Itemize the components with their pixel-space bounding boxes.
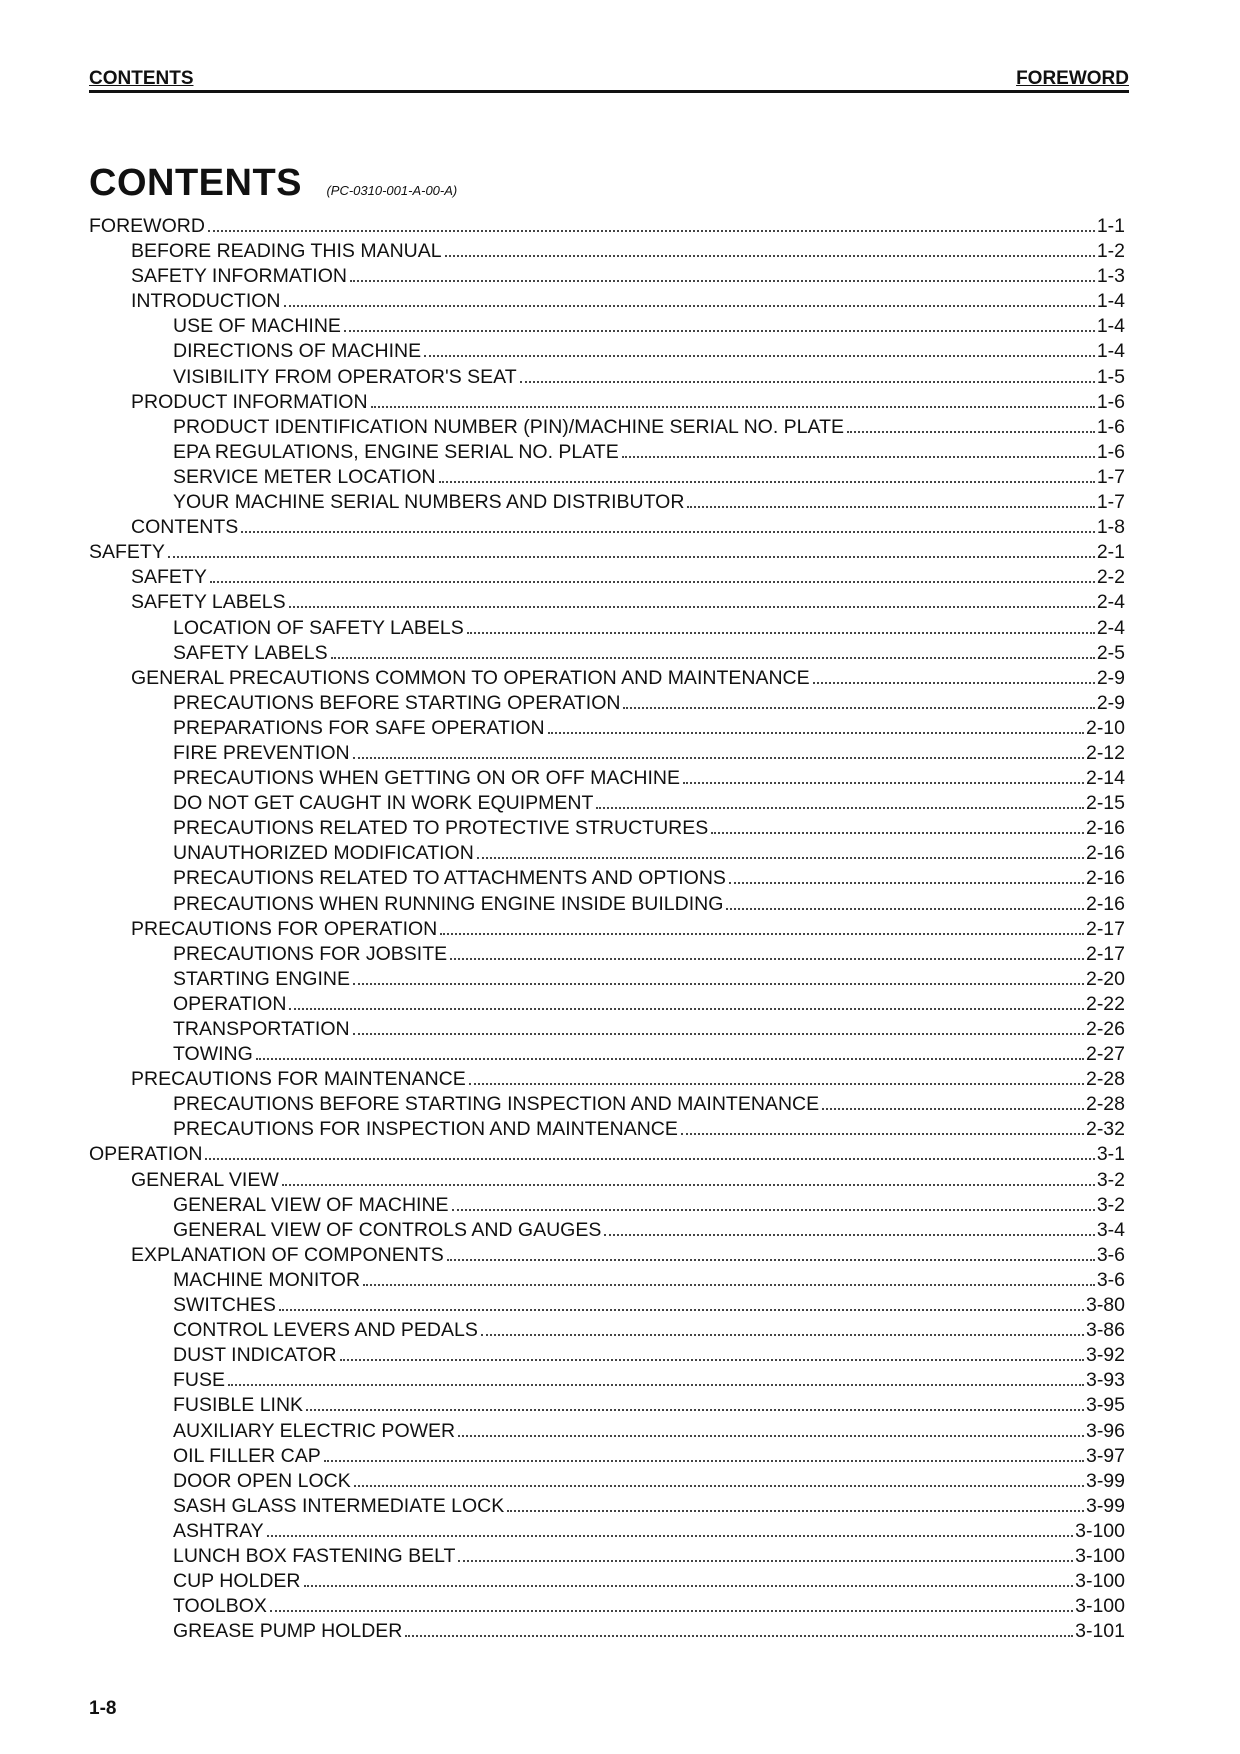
dot-leader [270,1598,1073,1612]
toc-entry-title: EXPLANATION OF COMPONENTS [131,1243,444,1266]
toc-entry-page: 3-4 [1096,1218,1125,1241]
toc-entry-page: 2-12 [1085,741,1125,764]
toc-entry-title: CONTROL LEVERS AND PEDALS [173,1319,478,1342]
toc-entry[interactable] [89,1218,1125,1243]
dot-leader [279,1297,1084,1311]
toc-entry[interactable] [89,1419,1125,1444]
toc-entry-title: GREASE PUMP HOLDER [173,1620,403,1643]
dot-leader [623,695,1094,709]
toc-entry-title: OIL FILLER CAP [173,1444,321,1467]
toc-entry-page: 2-32 [1085,1118,1125,1141]
toc-entry-title: SAFETY LABELS [131,591,286,614]
page-number: 1-8 [89,1698,117,1719]
toc-entry[interactable] [89,716,1125,741]
toc-entry-page: 3-2 [1096,1193,1125,1216]
toc-entry[interactable] [89,239,1125,264]
dot-leader [452,1197,1095,1211]
dot-leader [353,971,1084,985]
toc-entry[interactable] [89,1042,1125,1067]
toc-entry[interactable] [89,540,1125,565]
header-section-right: FOREWORD [1016,68,1129,89]
toc-entry-title: TRANSPORTATION [173,1018,350,1040]
page-heading [89,162,457,205]
toc-entry-title: LOCATION OF SAFETY LABELS [173,616,464,639]
toc-entry[interactable] [89,214,1125,239]
toc-entry-page: 2-27 [1085,1043,1125,1066]
dot-leader [168,544,1095,558]
toc-entry[interactable] [89,1017,1125,1042]
toc-entry-title: OPERATION [89,1143,203,1166]
dot-leader [450,946,1084,960]
toc-entry[interactable] [89,866,1125,891]
toc-entry-title: SAFETY [131,566,207,589]
toc-entry-title: FOREWORD [89,215,205,237]
dot-leader [467,620,1095,634]
toc-entry-page: 2-5 [1096,641,1125,664]
dot-leader [354,1473,1084,1487]
toc-entry-title: GENERAL VIEW [131,1168,279,1191]
dot-leader [445,243,1095,257]
toc-entry[interactable] [89,1619,1125,1644]
toc-entry-title: PRECAUTIONS FOR INSPECTION AND MAINTENANCE [173,1118,678,1141]
toc-entry[interactable] [89,1343,1125,1368]
toc-entry[interactable] [89,1594,1125,1619]
toc-entry-title: PRECAUTIONS BEFORE STARTING OPERATION [173,691,621,714]
page-title: CONTENTS [89,162,302,204]
dot-leader [306,1397,1084,1411]
dot-leader [363,1272,1095,1286]
toc-entry-page: 3-96 [1085,1419,1125,1442]
toc-entry-title: AUXILIARY ELECTRIC POWER [173,1419,456,1442]
dot-leader [822,1096,1084,1110]
toc-entry[interactable] [89,942,1125,967]
toc-entry-page: 2-16 [1085,867,1125,890]
table-of-contents [89,214,1125,1644]
toc-entry-title: TOWING [173,1043,253,1066]
toc-entry-page: 3-2 [1096,1168,1125,1191]
dot-leader [604,1222,1094,1236]
toc-entry[interactable] [89,666,1125,691]
toc-entry-title: MACHINE MONITOR [173,1268,361,1291]
toc-entry-page: 1-6 [1096,415,1125,438]
toc-entry-page: 1-4 [1096,290,1125,313]
dot-leader [596,795,1084,809]
toc-entry-title: SAFETY [89,541,165,564]
toc-entry-title: CUP HOLDER [173,1570,301,1593]
toc-entry-page: 2-9 [1096,691,1125,714]
toc-entry[interactable] [89,917,1125,942]
toc-entry-page: 1-8 [1096,516,1125,539]
toc-entry-title: GENERAL VIEW OF CONTROLS AND GAUGES [173,1218,602,1241]
toc-entry-title: UNAUTHORIZED MODIFICATION [173,842,474,865]
dot-leader [477,845,1084,859]
toc-entry[interactable] [89,1268,1125,1293]
toc-entry-title: ASHTRAY [173,1519,264,1542]
dot-leader [350,268,1095,282]
toc-entry-title: CONTENTS [131,516,239,539]
toc-entry[interactable] [89,691,1125,716]
toc-entry-page: 3-100 [1075,1544,1125,1567]
dot-leader [520,369,1095,383]
toc-entry-title: GENERAL VIEW OF MACHINE [173,1193,449,1216]
dot-leader [353,745,1084,759]
toc-entry-page: 3-100 [1075,1570,1125,1593]
dot-leader [481,1322,1084,1336]
header-section-left: CONTENTS [89,68,194,89]
toc-entry[interactable] [89,616,1125,641]
toc-entry-page: 2-9 [1096,666,1125,689]
toc-entry-page: 1-5 [1096,365,1125,388]
toc-entry-page: 2-10 [1085,716,1125,739]
toc-entry[interactable] [89,1243,1125,1268]
document-code: (PC-0310-001-A-00-A) [326,183,458,198]
dot-leader [687,494,1094,508]
toc-entry-title: SAFETY LABELS [173,641,328,664]
toc-entry-page: 3-93 [1085,1369,1125,1392]
toc-entry[interactable] [89,415,1125,440]
toc-entry-title: PRECAUTIONS RELATED TO ATTACHMENTS AND OPTIONS [173,867,726,890]
toc-entry-page: 3-99 [1085,1469,1125,1492]
toc-entry-page: 3-97 [1085,1444,1125,1467]
toc-entry[interactable] [89,1142,1125,1167]
running-header [89,68,1129,93]
dot-leader [267,1523,1073,1537]
toc-entry[interactable] [89,816,1125,841]
toc-entry[interactable] [89,1168,1125,1193]
dot-leader [458,1548,1073,1562]
toc-entry[interactable] [89,1393,1125,1418]
toc-entry-title: VISIBILITY FROM OPERATOR'S SEAT [173,365,517,388]
dot-leader [847,419,1095,433]
toc-entry-page: 2-22 [1085,992,1125,1015]
toc-entry[interactable] [89,1368,1125,1393]
toc-entry-page: 3-95 [1085,1394,1125,1417]
toc-entry[interactable] [89,766,1125,791]
toc-entry[interactable] [89,1117,1125,1142]
toc-entry-title: PRECAUTIONS RELATED TO PROTECTIVE STRUCTURES [173,817,709,840]
toc-entry-page: 2-4 [1096,591,1125,614]
toc-entry[interactable] [89,465,1125,490]
toc-entry-title: BEFORE READING THIS MANUAL [131,240,442,263]
toc-entry-title: PRECAUTIONS WHEN GETTING ON OR OFF MACHINE [173,767,681,790]
toc-entry-page: 2-17 [1085,942,1125,965]
toc-entry-page: 1-2 [1096,240,1125,263]
toc-entry[interactable] [89,1293,1125,1318]
dot-leader [439,469,1095,483]
dot-leader [726,896,1084,910]
toc-entry[interactable] [89,1318,1125,1343]
toc-entry-title: SWITCHES [173,1294,276,1317]
toc-entry-page: 2-17 [1085,917,1125,940]
dot-leader [447,1247,1095,1261]
toc-entry-title: YOUR MACHINE SERIAL NUMBERS AND DISTRIBUTOR [173,491,685,514]
toc-entry-page: 1-7 [1096,465,1125,488]
dot-leader [208,218,1095,232]
toc-entry-title: EPA REGULATIONS, ENGINE SERIAL NO. PLATE [173,440,619,463]
toc-entry-page: 3-101 [1075,1620,1125,1643]
toc-entry[interactable] [89,365,1125,390]
toc-entry-page: 3-99 [1085,1494,1125,1517]
toc-entry-title: USE OF MACHINE [173,315,341,338]
toc-entry-title: FIRE PREVENTION [173,741,350,764]
dot-leader [256,1046,1084,1060]
toc-entry[interactable] [89,892,1125,917]
dot-leader [344,318,1095,332]
toc-entry-page: 1-3 [1096,265,1125,288]
dot-leader [324,1448,1084,1462]
toc-entry-page: 3-100 [1075,1595,1125,1618]
toc-entry-title: PRECAUTIONS FOR JOBSITE [173,942,448,965]
dot-leader [228,1372,1084,1386]
dot-leader [729,870,1084,884]
toc-entry-title: PRODUCT IDENTIFICATION NUMBER (PIN)/MACHINE SERIAL NO. PLATE [173,415,845,438]
dot-leader [210,569,1095,583]
toc-entry[interactable] [89,515,1125,540]
toc-entry[interactable] [89,1469,1125,1494]
toc-entry-page: 1-4 [1096,340,1125,363]
toc-entry-title: PRECAUTIONS FOR MAINTENANCE [131,1068,466,1091]
dot-leader [424,343,1095,357]
toc-entry-page: 2-16 [1085,842,1125,865]
toc-entry[interactable] [89,741,1125,766]
dot-leader [681,1121,1084,1135]
toc-entry-page: 3-1 [1096,1143,1125,1166]
dot-leader [405,1623,1073,1637]
dot-leader [683,770,1084,784]
toc-entry-page: 2-16 [1085,892,1125,915]
toc-entry[interactable] [89,264,1125,289]
dot-leader [507,1498,1084,1512]
toc-entry-page: 1-1 [1096,215,1125,237]
toc-entry-page: 2-4 [1096,616,1125,639]
toc-entry-page: 2-2 [1096,566,1125,589]
toc-entry-page: 1-4 [1096,315,1125,338]
dot-leader [284,293,1095,307]
toc-entry-title: PRECAUTIONS BEFORE STARTING INSPECTION AND MAINTENANCE [173,1093,820,1116]
toc-entry[interactable] [89,1544,1125,1569]
toc-entry-title: STARTING ENGINE [173,967,350,990]
dot-leader [813,670,1095,684]
toc-entry-page: 3-100 [1075,1519,1125,1542]
dot-leader [289,594,1095,608]
toc-entry-title: OPERATION [173,992,287,1015]
toc-entry-title: INTRODUCTION [131,290,281,313]
toc-entry-page: 3-6 [1096,1243,1125,1266]
dot-leader [241,519,1095,533]
toc-entry-title: SASH GLASS INTERMEDIATE LOCK [173,1494,505,1517]
toc-entry[interactable] [89,967,1125,992]
toc-entry[interactable] [89,841,1125,866]
toc-entry-title: DOOR OPEN LOCK [173,1469,351,1492]
toc-entry[interactable] [89,641,1125,666]
dot-leader [353,1021,1084,1035]
dot-leader [711,820,1084,834]
toc-entry[interactable] [89,289,1125,314]
toc-entry[interactable] [89,1494,1125,1519]
toc-entry-page: 1-7 [1096,491,1125,514]
toc-entry-page: 2-28 [1085,1093,1125,1116]
toc-entry-page: 2-15 [1085,792,1125,815]
toc-entry[interactable] [89,440,1125,465]
toc-entry[interactable] [89,791,1125,816]
dot-leader [340,1347,1084,1361]
dot-leader [304,1573,1074,1587]
dot-leader [548,720,1084,734]
toc-entry-title: DUST INDICATOR [173,1344,337,1367]
dot-leader [469,1071,1084,1085]
toc-entry-page: 3-80 [1085,1294,1125,1317]
toc-entry-page: 1-6 [1096,440,1125,463]
toc-entry-page: 3-6 [1096,1268,1125,1291]
toc-entry-title: LUNCH BOX FASTENING BELT [173,1544,456,1567]
toc-entry-title: SERVICE METER LOCATION [173,465,436,488]
dot-leader [440,921,1084,935]
toc-entry[interactable] [89,339,1125,364]
toc-entry[interactable] [89,314,1125,339]
dot-leader [622,444,1095,458]
toc-entry[interactable] [89,390,1125,415]
dot-leader [289,996,1084,1010]
toc-entry-page: 2-1 [1096,541,1125,564]
toc-entry[interactable] [89,992,1125,1017]
toc-entry-title: DO NOT GET CAUGHT IN WORK EQUIPMENT [173,792,594,815]
toc-entry[interactable] [89,1092,1125,1117]
toc-entry-title: PRECAUTIONS FOR OPERATION [131,917,438,940]
toc-entry-title: TOOLBOX [173,1595,267,1618]
toc-entry-title: GENERAL PRECAUTIONS COMMON TO OPERATION AND MAINTENANCE [131,666,810,689]
toc-entry-page: 2-16 [1085,817,1125,840]
toc-entry-title: FUSIBLE LINK [173,1394,304,1417]
toc-entry-page: 2-14 [1085,767,1125,790]
toc-entry-title: DIRECTIONS OF MACHINE [173,340,422,363]
toc-entry-title: FUSE [173,1369,226,1392]
toc-entry-page: 3-86 [1085,1319,1125,1342]
toc-entry-page: 2-26 [1085,1018,1125,1040]
toc-entry[interactable] [89,1519,1125,1544]
toc-entry-page: 1-6 [1096,390,1125,413]
toc-entry-title: PRECAUTIONS WHEN RUNNING ENGINE INSIDE BUILDING [173,892,724,915]
dot-leader [458,1423,1084,1437]
toc-entry[interactable] [89,1193,1125,1218]
dot-leader [371,394,1095,408]
toc-entry-page: 2-28 [1085,1068,1125,1091]
toc-entry[interactable] [89,565,1125,590]
dot-leader [205,1146,1094,1160]
dot-leader [282,1172,1095,1186]
toc-entry[interactable] [89,1569,1125,1594]
toc-entry[interactable] [89,1444,1125,1469]
toc-entry-title: PREPARATIONS FOR SAFE OPERATION [173,716,545,739]
toc-entry[interactable] [89,1067,1125,1092]
toc-entry[interactable] [89,590,1125,615]
toc-entry-page: 3-92 [1085,1344,1125,1367]
toc-entry-title: SAFETY INFORMATION [131,265,347,288]
toc-entry-title: PRODUCT INFORMATION [131,390,368,413]
toc-entry-page: 2-20 [1085,967,1125,990]
toc-entry[interactable] [89,490,1125,515]
dot-leader [331,645,1095,659]
